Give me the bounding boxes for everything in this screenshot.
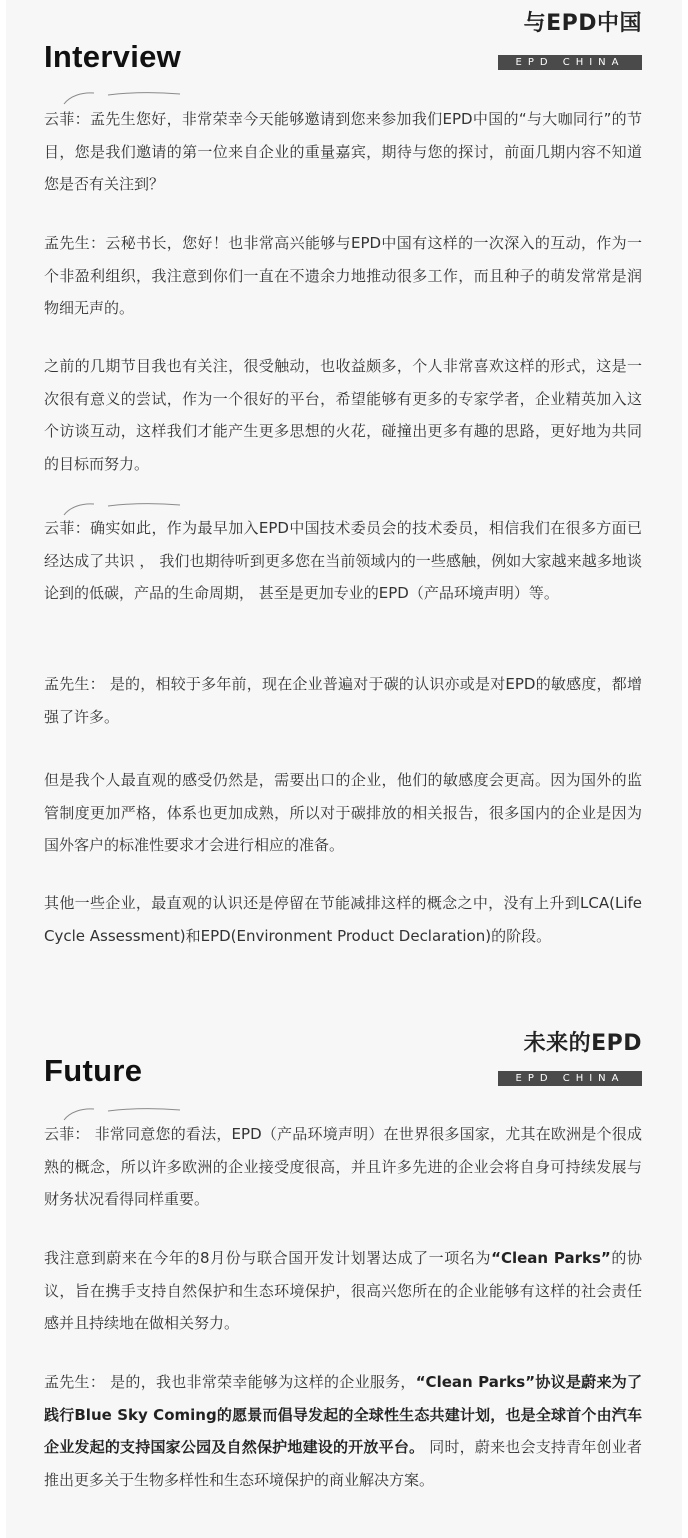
future-header — [6, 1022, 682, 1092]
paragraph-10-bold: “Clean Parks”协议是蔚来为了践行Blue Sky Coming的愿景而倡导发起的全球性生态共建计划，也是全球首个由汽车企业发起的支持国家公园及自然保护地建设的开放平台。 — [44, 1373, 642, 1456]
article-page — [6, 0, 682, 1538]
paragraph-4: 云菲：确实如此，作为最早加入EPD中国技术委员会的技术委员，相信我们在很多方面已经达成了共识 ， 我们也期待听到更多您在当前领域内的一些感触，例如大家越来越多地谈论到的低碳，产品的生命周期， 甚至是更加专业的EPD（产品环境声明）等。 — [44, 519, 642, 602]
paragraph-6: 但是我个人最直观的感受仍然是，需要出口的企业，他们的敏感度会更高。因为国外的监管制度更加严格，体系也更加成熟，所以对于碳排放的相关报告，很多国内的企业是因为国外客户的标准性要求才会进行相应的准备。 — [44, 771, 642, 854]
paragraph-7: 其他一些企业，最直观的认识还是停留在节能减排这样的概念之中，没有上升到LCA(Life Cycle Assessment)和EPD(Environment Product Declaration)的阶段。 — [44, 894, 642, 945]
paragraph-9-text-b: 的协议，旨在携手支持自然保护和生态环境保护，很高兴您所在的企业能够有这样的社会责任感并且持续地在做相关努力。 — [44, 1249, 642, 1332]
paragraph-9-bold: “Clean Parks” — [491, 1249, 611, 1267]
future-cn-title: 未来的EPD — [523, 1031, 642, 1056]
paragraph-8: 云菲： 非常同意您的看法，EPD（产品环境声明）在世界很多国家，尤其在欧洲是个很成熟的概念，所以许多欧洲的企业接受度很高，并且许多先进的企业会将自身可持续发展与财务状况看得同样重要。 — [44, 1125, 642, 1208]
paragraph-10-text-a: 孟先生： 是的，我也非常荣幸能够为这样的企业服务， — [44, 1373, 416, 1391]
paragraph-5: 孟先生： 是的，相较于多年前，现在企业普遍对于碳的认识亦或是对EPD的敏感度，都增强了许多。 — [44, 675, 642, 726]
paragraph-10 — [44, 1366, 642, 1496]
paragraph-10-text-b: 同时，蔚来也会支持青年创业者推出更多关于生物多样性和生态环境保护的商业解决方案。 — [44, 1438, 642, 1489]
interview-epd-badge: EPD CHINA — [498, 55, 642, 70]
future-title: Future — [44, 1053, 143, 1088]
future-epd-badge: EPD CHINA — [498, 1071, 642, 1086]
paragraph-9 — [44, 1242, 642, 1340]
paragraph-2: 孟先生：云秘书长，您好！也非常高兴能够与EPD中国有这样的一次深入的互动，作为一个非盈利组织，我注意到你们一直在不遗余力地推动很多工作，而且种子的萌发常常是润物细无声的。 — [44, 234, 642, 317]
interview-cn-title: 与EPD中国 — [523, 11, 642, 36]
interview-header — [6, 2, 682, 72]
interview-title: Interview — [44, 39, 182, 74]
paragraph-9-text-a: 我注意到蔚来在今年的8月份与联合国开发计划署达成了一项名为 — [44, 1249, 492, 1267]
paragraph-3: 之前的几期节目我也有关注，很受触动，也收益颇多，个人非常喜欢这样的形式，这是一次很有意义的尝试，作为一个很好的平台，希望能够有更多的专家学者，企业精英加入这个访谈互动，这样我们才能产生更多思想的火花，碰撞出更多有趣的思路，更好地为共同的目标而努力。 — [44, 357, 642, 473]
paragraph-1: 云菲：孟先生您好，非常荣幸今天能够邀请到您来参加我们EPD中国的“与大咖同行”的节目，您是我们邀请的第一位来自企业的重量嘉宾，期待与您的探讨，前面几期内容不知道您是否有关注到？ — [44, 110, 642, 193]
